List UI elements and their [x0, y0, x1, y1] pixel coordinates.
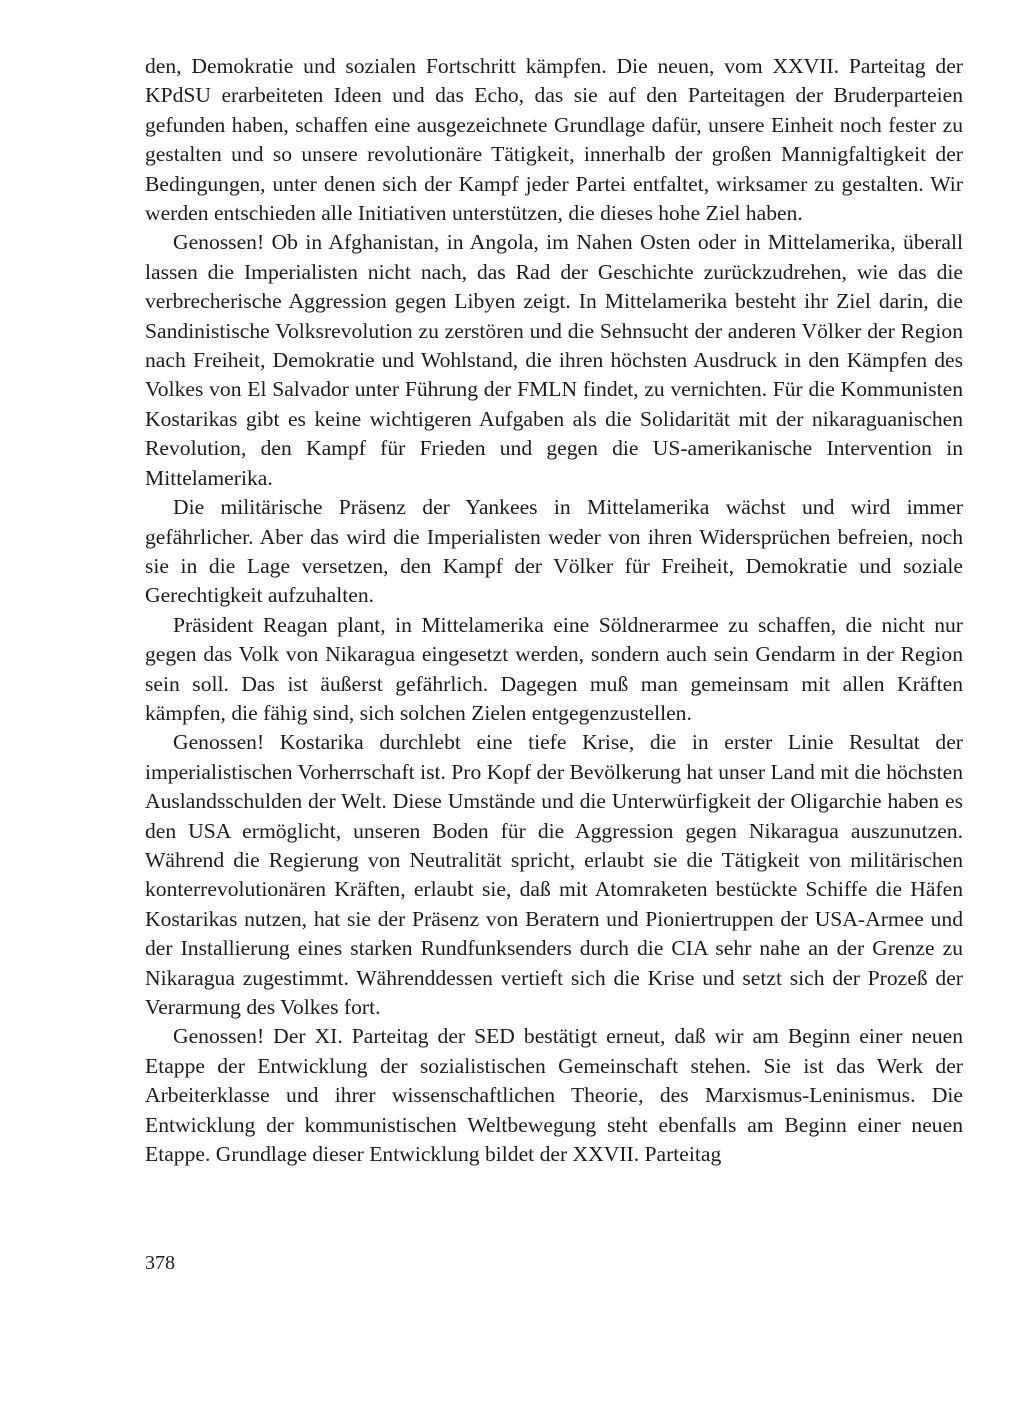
paragraph-2: Genossen! Ob in Afghanistan, in Angola, im Nahen Osten oder in Mittelamerika, überall lassen die Imperialisten nicht nach, das Rad der Geschichte zurückzudrehen, wie das die verbrecherische Aggression gegen Libyen zeigt. In Mittelamerika besteht ihr Ziel darin, die Sandinistische Volksrevolution zu zerstören und die Sehnsucht der anderen Völker der Region nach Freiheit, Demokratie und Wohlstand, die ihren höchsten Ausdruck in den Kämpfen des Volkes von El Salvador unter Führung der FMLN findet, zu vernichten. Für die Kommunisten Kostarikas gibt es keine wichtigeren Aufgaben als die Solidarität mit der nikaraguanischen Revolution, den Kampf für Frieden und gegen die US-amerikanische Intervention in Mittelamerika.	[145, 230, 963, 490]
page-body	[145, 52, 963, 1169]
paragraph-6: Genossen! Der XI. Parteitag der SED bestätigt erneut, daß wir am Beginn einer neuen Etappe der Entwicklung der sozialistischen Gemeinschaft stehen. Sie ist das Werk der Arbeiterklasse und ihrer wissenschaftlichen Theorie, des Marxismus-Leninismus. Die Entwicklung der kommunistischen Weltbewegung steht ebenfalls am Beginn einer neuen Etappe. Grundlage dieser Entwicklung bildet der XXVII. Parteitag	[145, 1024, 963, 1167]
paragraph-3: Die militärische Präsenz der Yankees in Mittelamerika wächst und wird immer gefährlicher. Aber das wird die Imperialisten weder von ihren Widersprüchen befreien, noch sie in die Lage versetzen, den Kampf der Völker für Freiheit, Demokratie und soziale Gerechtigkeit aufzuhalten.	[145, 495, 963, 608]
paragraph-1: den, Demokratie und sozialen Fortschritt kämpfen. Die neuen, vom XXVII. Parteitag der KPdSU erarbeiteten Ideen und das Echo, das sie auf den Parteitagen der Bruderparteien gefunden haben, schaffen eine ausgezeichnete Grundlage dafür, unsere Einheit noch fester zu gestalten und so unsere revolutionäre Tätigkeit, innerhalb der großen Mannigfaltigkeit der Bedingungen, unter denen sich der Kampf jeder Partei entfaltet, wirksamer zu gestalten. Wir werden entschieden alle Initiativen unterstützen, die dieses hohe Ziel haben.	[145, 54, 963, 226]
paragraph-5: Genossen! Kostarika durchlebt eine tiefe Krise, die in erster Linie Resultat der imperialistischen Vorherrschaft ist. Pro Kopf der Bevölkerung hat unser Land mit die höchsten Auslandsschulden der Welt. Diese Umstände und die Unterwürfigkeit der Oligarchie haben es den USA ermöglicht, unseren Boden für die Aggression gegen Nikaragua auszunutzen. Während die Regierung von Neutralität spricht, erlaubt sie die Tätigkeit von militärischen konterrevolutionären Kräften, erlaubt sie, daß mit Atomraketen bestückte Schiffe die Häfen Kostarikas nutzen, hat sie der Präsenz von Beratern und Pioniertruppen der USA-Armee und der Installierung eines starken Rundfunksenders durch die CIA sehr nahe an der Grenze zu Nikaragua zugestimmt. Währenddessen vertieft sich die Krise und setzt sich der Prozeß der Verarmung des Volkes fort.	[145, 730, 963, 1019]
page-number: 378	[145, 1252, 175, 1274]
paragraph-4: Präsident Reagan plant, in Mittelamerika eine Söldnerarmee zu schaffen, die nicht nur gegen das Volk von Nikaragua eingesetzt werden, sondern auch sein Gendarm in der Region sein soll. Das ist äußerst gefährlich. Dagegen muß man gemeinsam mit allen Kräften kämpfen, die fähig sind, sich solchen Zielen entgegenzustellen.	[145, 612, 963, 725]
